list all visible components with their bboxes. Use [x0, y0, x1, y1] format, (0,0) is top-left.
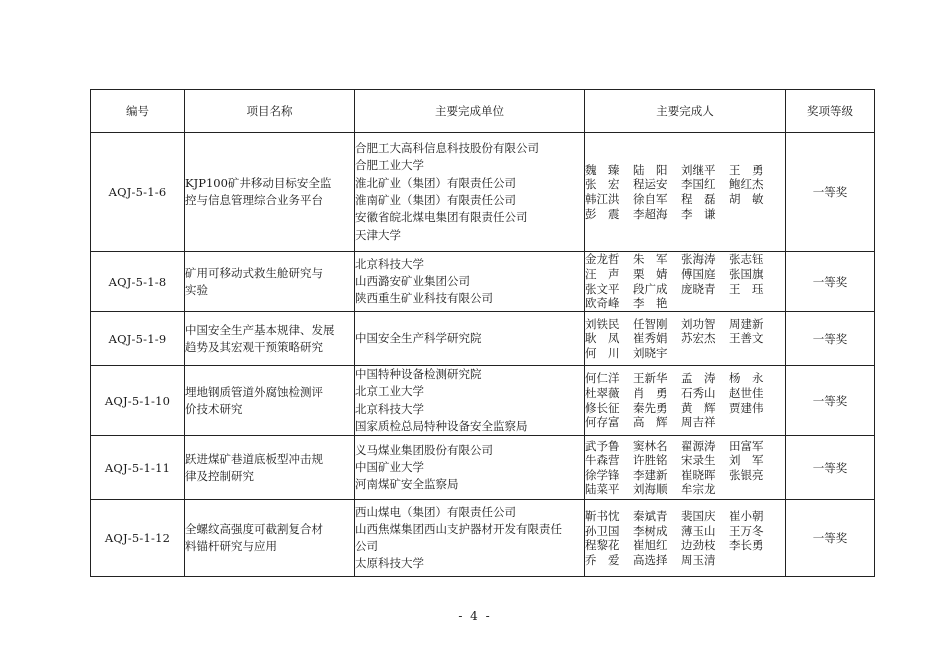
table-row	[91, 436, 875, 500]
person-name: 陆菜平	[585, 482, 620, 497]
people-line	[585, 386, 785, 401]
person-name: 边劲枝	[681, 538, 716, 553]
completing-units	[355, 312, 585, 366]
project-name-line: 价技术研究	[185, 401, 243, 416]
completing-people	[585, 312, 786, 366]
person-name: 高 辉	[633, 415, 668, 430]
person-name: 傅国庭	[681, 266, 716, 281]
unit-name: 北京工业大学	[355, 384, 424, 399]
people-line	[585, 267, 785, 282]
completing-units	[355, 252, 585, 312]
table-row	[91, 252, 875, 312]
person-name: 李长勇	[729, 538, 764, 553]
person-name: 刘铁民	[585, 316, 620, 331]
person-name: 张志钰	[729, 252, 764, 267]
people-line	[585, 553, 785, 568]
person-name: 庞晓青	[681, 281, 716, 296]
unit-name: 合肥工业大学	[355, 158, 424, 173]
person-name: 杨 永	[729, 371, 764, 386]
people-line	[585, 468, 785, 483]
person-name: 李树成	[633, 523, 668, 538]
project-name-line: 料锚杆研究与应用	[185, 539, 277, 554]
unit-name: 合肥工大高科信息科技股份有限公司	[355, 141, 539, 156]
completing-people	[585, 366, 786, 436]
person-name: 王 珏	[729, 281, 764, 296]
person-name: 汪 声	[585, 266, 620, 281]
person-name: 苏宏杰	[681, 331, 716, 346]
completing-units	[355, 436, 585, 500]
project-code: AQJ-5-1-12	[91, 500, 185, 577]
person-name: 刘功智	[681, 316, 716, 331]
person-name: 何 川	[585, 345, 620, 360]
project-code: AQJ-5-1-9	[91, 312, 185, 366]
person-name: 陆 阳	[633, 162, 668, 177]
table-row	[91, 500, 875, 577]
unit-name: 国家质检总局特种设备安全监察局	[355, 418, 528, 433]
person-name: 牛森营	[585, 453, 620, 468]
person-name: 张银亮	[729, 467, 764, 482]
person-name: 何存富	[585, 415, 620, 430]
person-name: 许胜铭	[633, 453, 668, 468]
award-level: 一等奖	[786, 500, 875, 577]
person-name: 修长征	[585, 400, 620, 415]
page-number: - 4 -	[458, 609, 492, 623]
unit-name: 中国安全生产科学研究院	[355, 330, 482, 345]
project-name	[185, 436, 355, 500]
project-code: AQJ-5-1-10	[91, 366, 185, 436]
header-people: 主要完成人	[585, 90, 786, 133]
people-line	[585, 524, 785, 539]
project-name	[185, 312, 355, 366]
project-name	[185, 366, 355, 436]
person-name: 周吉祥	[681, 415, 716, 430]
person-name: 田富军	[729, 438, 764, 453]
unit-name: 天津大学	[355, 227, 401, 242]
people-line	[585, 296, 785, 311]
person-name: 宋录生	[681, 453, 716, 468]
people-line	[585, 401, 785, 416]
person-name: 牟宗龙	[681, 482, 716, 497]
unit-name: 义马煤业集团股份有限公司	[355, 442, 493, 457]
people-line	[585, 331, 785, 346]
person-name: 程运安	[633, 177, 668, 192]
people-line	[585, 415, 785, 430]
unit-name: 陕西重生矿业科技有限公司	[355, 291, 493, 306]
person-name: 任智刚	[633, 316, 668, 331]
person-name: 程黎花	[585, 538, 620, 553]
person-name: 周玉清	[681, 552, 716, 567]
person-name: 欧奇峰	[585, 296, 620, 311]
project-name-line: 埋地钢质管道外腐蚀检测评	[185, 384, 323, 399]
person-name: 王 勇	[729, 162, 764, 177]
completing-people	[585, 252, 786, 312]
table-row	[91, 133, 875, 252]
project-name-line: 跃进煤矿巷道底板型冲击规	[185, 451, 323, 466]
completing-people	[585, 436, 786, 500]
person-name: 彭 震	[585, 206, 620, 221]
people-line	[585, 453, 785, 468]
person-name: 乔 爱	[585, 552, 620, 567]
unit-name: 北京科技大学	[355, 256, 424, 271]
person-name: 王万冬	[729, 523, 764, 538]
person-name: 崔小朝	[729, 509, 764, 523]
unit-name: 淮北矿业（集团）有限责任公司	[355, 175, 516, 190]
completing-units	[355, 133, 585, 252]
unit-name: 安徽省皖北煤电集团有限责任公司	[355, 210, 528, 225]
person-name: 徐自军	[633, 192, 668, 206]
person-name: 秦先勇	[633, 400, 668, 415]
person-name: 赵世佳	[729, 386, 764, 400]
person-name: 栗 婧	[633, 266, 668, 281]
people-line	[585, 282, 785, 297]
person-name: 贾建伟	[729, 400, 764, 415]
person-name: 何仁洋	[585, 371, 620, 386]
completing-units	[355, 500, 585, 577]
unit-name: 山西潞安矿业集团公司	[355, 273, 470, 288]
person-name: 李超海	[633, 206, 668, 221]
person-name: 刘海顺	[633, 482, 668, 497]
people-line	[585, 538, 785, 553]
person-name: 孟 涛	[681, 371, 716, 386]
table-row	[91, 366, 875, 436]
person-name: 徐学锋	[585, 467, 620, 482]
people-line	[585, 177, 785, 192]
people-line	[585, 207, 785, 222]
person-name: 张 宏	[585, 177, 620, 192]
person-name: 刘晓宇	[633, 345, 668, 360]
person-name: 韩江洪	[585, 192, 620, 206]
award-level: 一等奖	[786, 366, 875, 436]
project-name-line: 实验	[185, 282, 208, 297]
award-level: 一等奖	[786, 436, 875, 500]
award-level: 一等奖	[786, 133, 875, 252]
unit-name: 河南煤矿安全监察局	[355, 477, 459, 492]
award-level: 一等奖	[786, 312, 875, 366]
header-units: 主要完成单位	[355, 90, 585, 133]
project-name-line: 控与信息管理综合业务平台	[185, 193, 323, 207]
project-code: AQJ-5-1-6	[91, 133, 185, 252]
people-line	[585, 192, 785, 207]
project-name-line: 矿用可移动式救生舱研究与	[185, 265, 323, 280]
people-line	[585, 509, 785, 524]
person-name: 李 谦	[681, 206, 716, 221]
project-name-line: 中国安全生产基本规律、发展	[185, 322, 335, 337]
people-line	[585, 252, 785, 267]
person-name: 裴国庆	[681, 509, 716, 523]
completing-people	[585, 500, 786, 577]
person-name: 周建新	[729, 316, 764, 331]
person-name: 武予鲁	[585, 438, 620, 453]
person-name: 李 艳	[633, 296, 668, 311]
people-line	[585, 163, 785, 178]
people-line	[585, 371, 785, 386]
table-row	[91, 312, 875, 366]
person-name: 孙卫国	[585, 523, 620, 538]
person-name: 鲍红杰	[729, 177, 764, 192]
person-name: 靳书忱	[585, 509, 620, 523]
person-name: 窦林名	[633, 438, 668, 453]
project-name-line: 全螺纹高强度可截割复合材	[185, 522, 323, 537]
person-name: 程 磊	[681, 192, 716, 206]
unit-name: 中国特种设备检测研究院	[355, 367, 482, 381]
people-line	[585, 482, 785, 497]
person-name: 肖 勇	[633, 386, 668, 400]
people-line	[585, 439, 785, 454]
person-name: 石秀山	[681, 386, 716, 400]
unit-name: 中国矿业大学	[355, 460, 424, 475]
unit-name: 淮南矿业（集团）有限责任公司	[355, 193, 516, 207]
person-name: 黄 辉	[681, 400, 716, 415]
person-name: 刘继平	[681, 162, 716, 177]
person-name: 高选择	[633, 552, 668, 567]
person-name: 王善文	[729, 331, 764, 346]
person-name: 张国旗	[729, 266, 764, 281]
project-code: AQJ-5-1-11	[91, 436, 185, 500]
unit-name: 公司	[355, 539, 378, 554]
person-name: 张海涛	[681, 252, 716, 267]
person-name: 秦斌青	[633, 509, 668, 523]
person-name: 张文平	[585, 281, 620, 296]
project-name-line: 趋势及其宏观干预策略研究	[185, 339, 323, 354]
person-name: 耿 凤	[585, 331, 620, 346]
project-name	[185, 133, 355, 252]
person-name: 金龙哲	[585, 252, 620, 267]
people-line	[585, 346, 785, 361]
person-name: 王新华	[633, 371, 668, 386]
person-name: 魏 臻	[585, 162, 620, 177]
person-name: 刘 军	[729, 453, 764, 468]
table-header-row	[91, 90, 875, 133]
person-name: 段广成	[633, 281, 668, 296]
person-name: 崔秀娟	[633, 331, 668, 346]
person-name: 杜翠薇	[585, 386, 620, 400]
completing-people	[585, 133, 786, 252]
project-name-line: KJP100矿井移动目标安全监	[185, 176, 332, 190]
person-name: 崔旭红	[633, 538, 668, 553]
awards-table	[90, 89, 875, 577]
completing-units	[355, 366, 585, 436]
person-name: 李国红	[681, 177, 716, 192]
header-project-name: 项目名称	[185, 90, 355, 133]
unit-name: 西山煤电（集团）有限责任公司	[355, 504, 516, 519]
project-name-line: 律及控制研究	[185, 468, 254, 483]
unit-name: 山西焦煤集团西山支护器材开发有限责任	[355, 521, 562, 536]
award-level: 一等奖	[786, 252, 875, 312]
people-line	[585, 317, 785, 332]
project-code: AQJ-5-1-8	[91, 252, 185, 312]
person-name: 胡 敏	[729, 192, 764, 206]
project-name	[185, 500, 355, 577]
person-name: 翟源涛	[681, 438, 716, 453]
person-name: 朱 军	[633, 252, 668, 267]
unit-name: 太原科技大学	[355, 556, 424, 571]
person-name: 李建新	[633, 467, 668, 482]
unit-name: 北京科技大学	[355, 401, 424, 416]
header-code: 编号	[91, 90, 185, 133]
person-name: 崔晓晖	[681, 467, 716, 482]
person-name: 薄玉山	[681, 523, 716, 538]
header-award-level: 奖项等级	[786, 90, 875, 133]
project-name	[185, 252, 355, 312]
